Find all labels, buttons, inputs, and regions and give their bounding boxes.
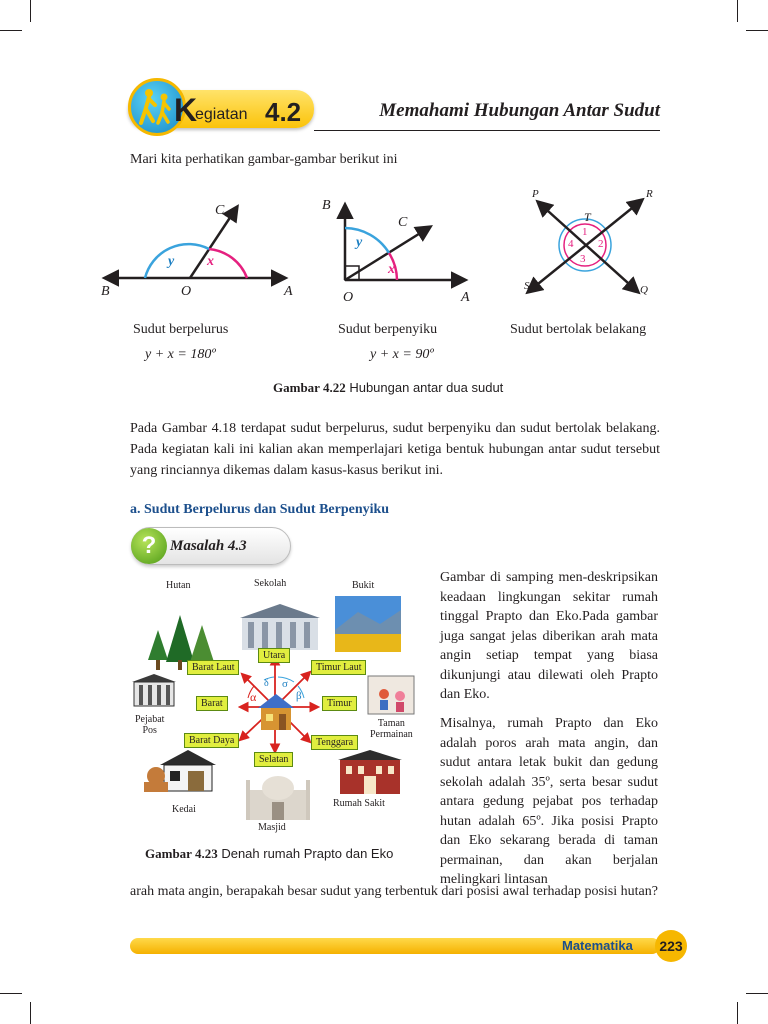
place-pejabat-line1: Pejabat: [135, 714, 165, 725]
direction-timur: Timur: [322, 696, 357, 711]
bottom-paragraph: arah mata angin, berapakah besar sudut yang terbentuk dari posisi awal terhadap posisi hutan?: [130, 884, 658, 899]
point-q-label: Q: [640, 284, 648, 296]
kegiatan-number: 4.2: [265, 97, 302, 127]
figure-4-22-caption: [273, 380, 503, 396]
direction-barat: Barat: [196, 696, 228, 711]
right-angle-formula: y + x = 90º: [370, 347, 434, 362]
place-pejabat-line2: Pos: [142, 725, 157, 736]
crop-mark: [737, 0, 738, 22]
point-t-label: T: [584, 210, 591, 224]
right-angle-caption: Sudut berpenyiku: [338, 322, 438, 337]
figure-caption-text: Hubungan antar dua sudut: [345, 380, 504, 395]
direction-barat-laut: Barat Laut: [187, 660, 239, 675]
shop-illustration: [144, 750, 216, 792]
point-b-label: B: [101, 284, 110, 299]
place-taman-line1: Taman: [377, 718, 405, 729]
kegiatan-letter: K: [174, 92, 198, 128]
figure-4-23-caption: [145, 846, 393, 862]
place-kedai: Kedai: [172, 804, 196, 815]
direction-tenggara: Tenggara: [311, 735, 358, 750]
point-a-label: A: [284, 284, 293, 299]
place-bukit: Bukit: [352, 580, 375, 591]
straight-angle-caption: Sudut berpelurus: [133, 322, 229, 337]
page-title: Memahami Hubungan Antar Sudut: [379, 100, 660, 121]
right-paragraph-1: Gambar di samping men-deskripsikan keadaan lingkungan sekitar rumah tinggal Prapto dan Eko.Pada gambar juga sangat jelas diberikan arah mata angin setiap tempat yang biasa dikunjungi atau dilewati oleh Prapto dan Eko.: [440, 570, 658, 702]
point-s-label: S: [524, 280, 530, 292]
point-b-label: B: [322, 198, 331, 213]
angle-sigma-label: σ: [282, 678, 288, 690]
place-pejabat-pos: [135, 714, 164, 736]
angle-4-label: 4: [568, 238, 574, 250]
direction-timur-laut: Timur Laut: [311, 660, 366, 675]
section-heading: a. Sudut Berpelurus dan Sudut Berpenyiku: [130, 502, 390, 517]
vertical-angle-caption: Sudut bertolak belakang: [510, 322, 647, 337]
point-c-label: C: [398, 215, 408, 230]
school-illustration: [240, 604, 320, 650]
angle-beta-label: β: [296, 690, 302, 702]
angle-2-label: 2: [598, 238, 604, 250]
angle-y-label: y: [356, 235, 363, 250]
straight-angle-formula: y + x = 180º: [145, 347, 216, 362]
angle-3-label: 3: [580, 253, 586, 265]
place-hutan: Hutan: [166, 580, 191, 591]
point-a-label: A: [461, 290, 470, 305]
post-office-illustration: [132, 674, 176, 706]
crop-mark: [30, 1002, 31, 1024]
crop-mark: [746, 993, 768, 994]
angle-delta-label: δ: [264, 678, 269, 689]
title-rule: [314, 130, 660, 131]
vertical-angle-diagram: [520, 190, 660, 300]
direction-selatan: Selatan: [254, 752, 293, 767]
crop-mark: [737, 1002, 738, 1024]
page-number: 223: [655, 930, 687, 962]
mosque-illustration: [246, 776, 310, 820]
figure-number: Gambar 4.22: [273, 380, 346, 395]
angle-x-label: x: [388, 262, 395, 277]
question-icon: ?: [131, 528, 167, 564]
crop-mark: [30, 0, 31, 22]
angle-alpha-label: α: [250, 690, 257, 704]
crop-mark: [746, 30, 768, 31]
footer-subject: Matematika: [562, 938, 633, 953]
point-r-label: R: [646, 188, 653, 200]
right-paragraph-2: Misalnya, rumah Prapto dan Eko adalah poros arah mata angin, dan sudut antara letak bukit dan gedung sekolah adalah 35º, serta besar sudut antara gedung pejabat pos terhadap hutan adalah 65º. Jika posisi Prapto dan Eko sekarang berada di taman permainan, dan akan berjalan melingkari lintasan: [440, 716, 658, 887]
place-rumah-sakit: Rumah Sakit: [333, 798, 385, 809]
crop-mark: [0, 993, 22, 994]
place-sekolah: Sekolah: [254, 578, 287, 589]
paragraph: Pada Gambar 4.18 terdapat sudut berpelurus, sudut berpenyiku dan sudut bertolak belakang. Pada kegiatan kali ini kalian akan memperlajari ketiga bentuk hubungan antar sudut tersebut yang rinciannya dikemas dalam kasus-kasus berikut ini.: [130, 421, 660, 478]
playground-illustration: [368, 676, 414, 714]
place-taman-line2: Permainan: [370, 729, 413, 740]
hospital-illustration: [338, 750, 402, 794]
intro-text: Mari kita perhatikan gambar-gambar berikut ini: [130, 152, 398, 167]
place-taman-permainan: [370, 718, 413, 740]
point-o-label: O: [343, 290, 354, 305]
masalah-title: Masalah 4.3: [170, 538, 247, 554]
direction-barat-daya: Barat Daya: [184, 733, 239, 748]
direction-utara: Utara: [258, 648, 290, 663]
point-p-label: P: [532, 188, 539, 200]
house-illustration: [258, 694, 294, 730]
kegiatan-word: egiatan: [195, 106, 248, 123]
angle-y-label: y: [168, 254, 175, 269]
figure-caption-text: Denah rumah Prapto dan Eko: [217, 846, 394, 861]
figure-number: Gambar 4.23: [145, 846, 218, 861]
place-masjid: Masjid: [258, 822, 286, 833]
angle-1-label: 1: [582, 226, 588, 238]
hill-illustration: [335, 596, 401, 652]
right-angle-diagram: [330, 195, 480, 295]
point-c-label: C: [215, 203, 225, 218]
angle-x-label: x: [207, 254, 214, 269]
crop-mark: [0, 30, 22, 31]
straight-angle-diagram: [95, 195, 295, 305]
point-o-label: O: [181, 284, 192, 299]
